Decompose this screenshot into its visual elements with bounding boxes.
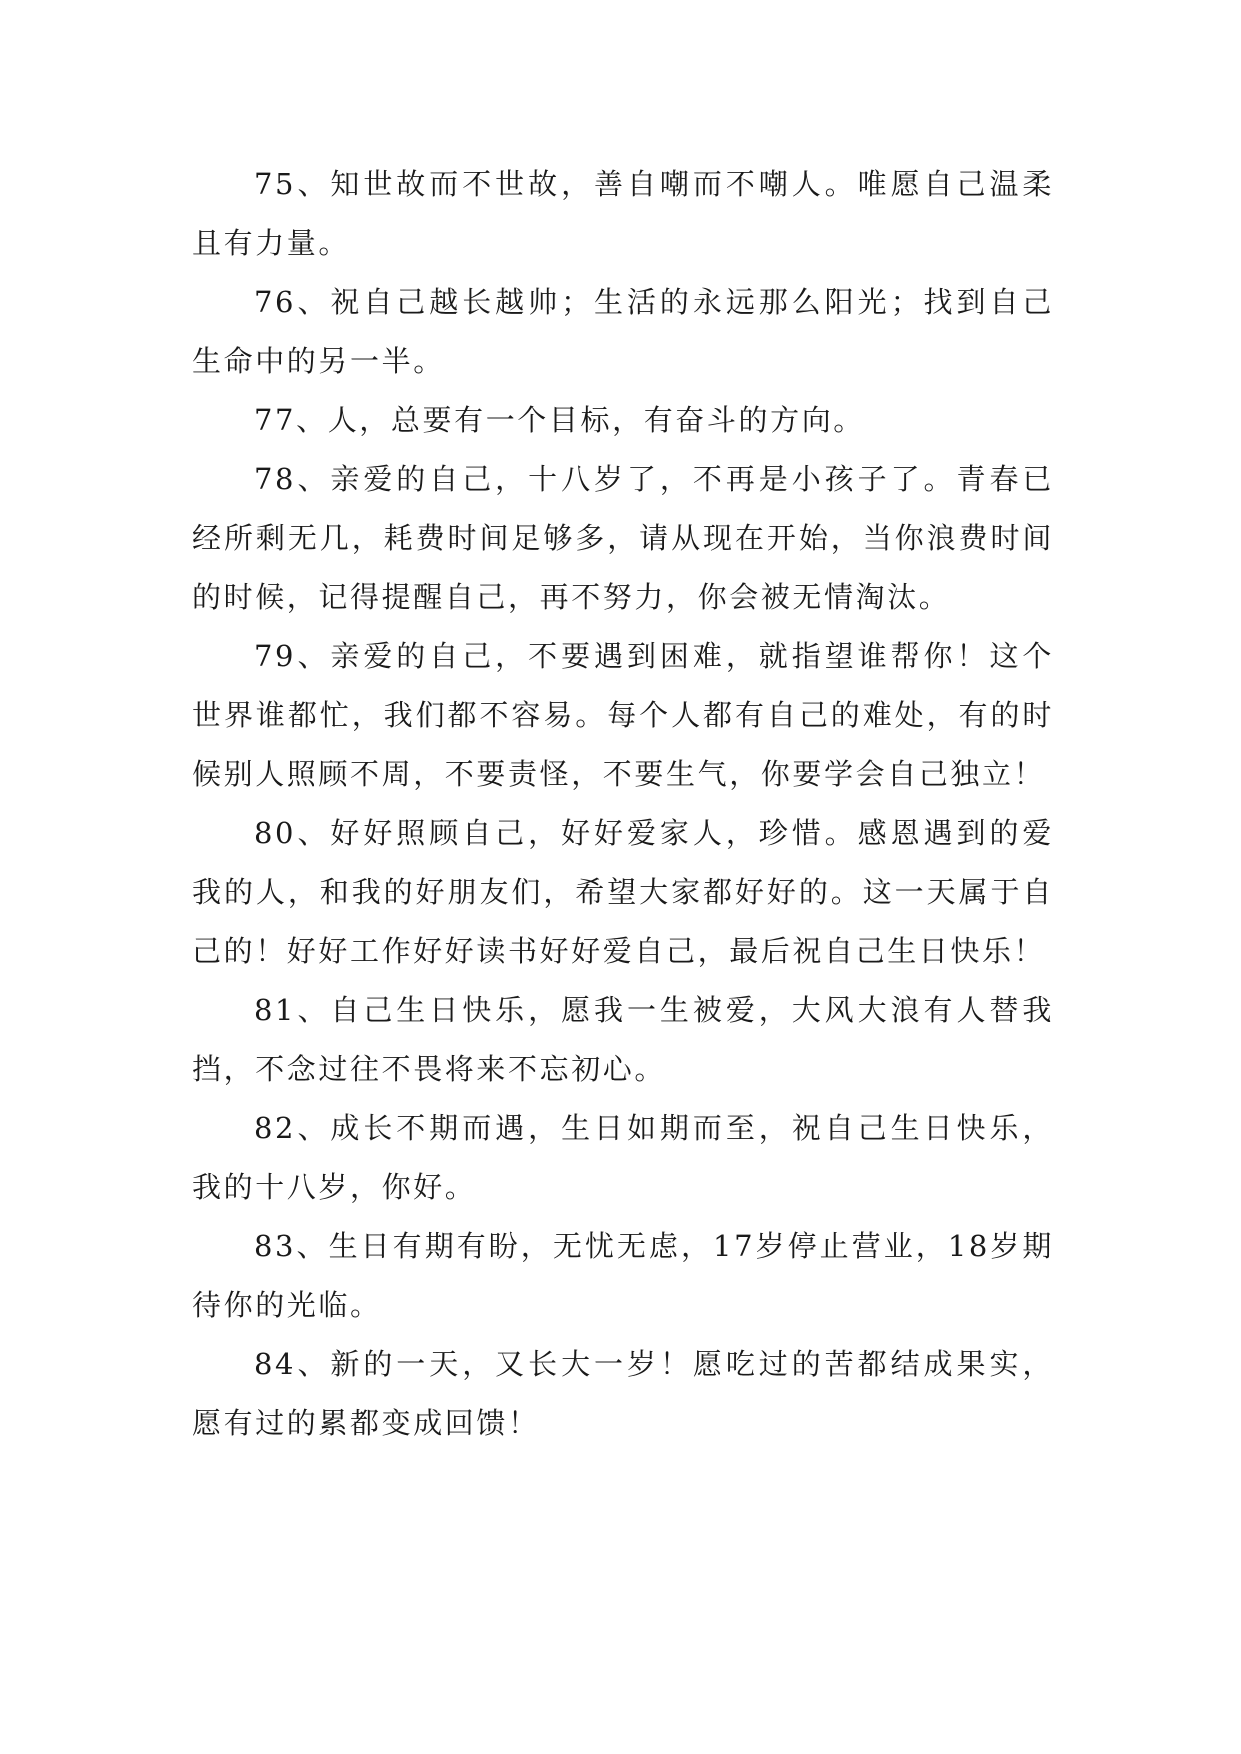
- paragraph-78: 78、亲爱的自己，十八岁了，不再是小孩子了。青春已经所剩无几，耗费时间足够多，请从现在开始，当你浪费时间的时候，记得提醒自己，再不努力，你会被无情淘汰。: [192, 462, 1054, 614]
- document-body: [192, 155, 1054, 1453]
- paragraph-77: 77、人，总要有一个目标，有奋斗的方向。: [254, 403, 865, 437]
- paragraph-80: 80、好好照顾自己，好好爱家人，珍惜。感恩遇到的爱我的人，和我的好朋友们，希望大家都好好的。这一天属于自己的！好好工作好好读书好好爱自己，最后祝自己生日快乐！: [192, 816, 1054, 968]
- paragraph-84: 84、新的一天，又长大一岁！愿吃过的苦都结成果实，愿有过的累都变成回馈！: [192, 1347, 1054, 1440]
- paragraph-82: 82、成长不期而遇，生日如期而至，祝自己生日快乐，我的十八岁，你好。: [192, 1111, 1054, 1204]
- paragraph-75: 75、知世故而不世故，善自嘲而不嘲人。唯愿自己温柔且有力量。: [192, 167, 1054, 260]
- paragraph-76: 76、祝自己越长越帅；生活的永远那么阳光；找到自己生命中的另一半。: [192, 285, 1054, 378]
- paragraph-83: 83、生日有期有盼，无忧无虑，17岁停止营业，18岁期待你的光临。: [192, 1229, 1054, 1322]
- paragraph-79: 79、亲爱的自己，不要遇到困难，就指望谁帮你！这个世界谁都忙，我们都不容易。每个人都有自己的难处，有的时候别人照顾不周，不要责怪，不要生气，你要学会自己独立！: [192, 639, 1054, 791]
- paragraph-81: 81、自己生日快乐，愿我一生被爱，大风大浪有人替我挡，不念过往不畏将来不忘初心。: [192, 993, 1054, 1086]
